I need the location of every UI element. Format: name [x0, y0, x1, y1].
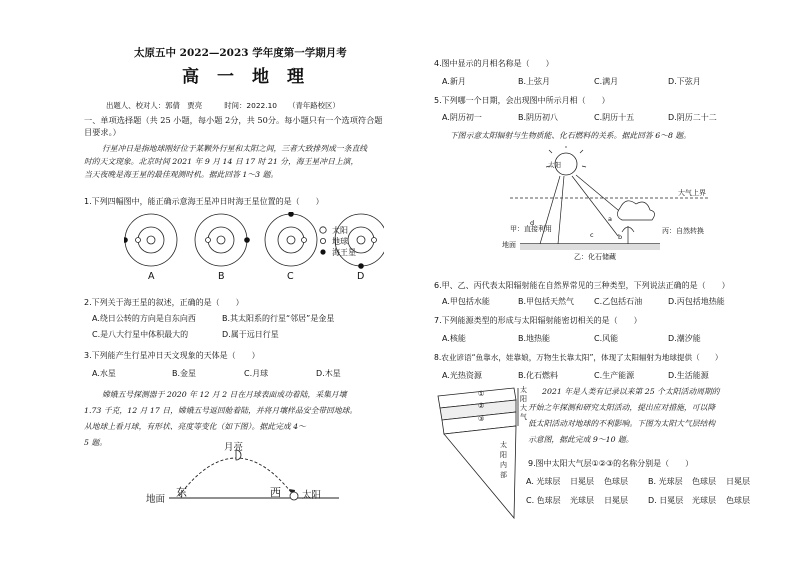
- option: C.月球: [244, 369, 269, 378]
- option: 色球层: [604, 477, 628, 486]
- option: 日冕层: [570, 477, 594, 486]
- solar-atmosphere-label: 太阳大气: [520, 386, 527, 421]
- legend-earth: 地球: [332, 237, 348, 246]
- option: C.风能: [594, 334, 619, 343]
- option: A.阴历初一: [442, 113, 482, 122]
- option: 日冕层: [726, 477, 750, 486]
- legend-icons: [318, 225, 330, 259]
- west-label: 西: [270, 486, 281, 499]
- option: C.满月: [594, 77, 619, 86]
- east-label: 东: [176, 486, 187, 499]
- option: A.新月: [442, 77, 466, 86]
- option: A.绕日公转的方向是自东向西: [92, 314, 196, 323]
- diagram-label-c: C: [287, 271, 294, 282]
- ground-label: 地面: [146, 494, 166, 505]
- exam-title: 太原五中 2022—2023 学年度第一学期月考: [134, 47, 347, 59]
- question-4: 4.图中显示的月相名称是（ ）: [434, 59, 554, 68]
- neptune-icon: [320, 249, 325, 254]
- layer-3: ③: [478, 415, 485, 423]
- intro-text: 1.73 千克，12 月 17 日，嫦娥五号返回舱着陆，并将月壤样品安全带回地球。: [84, 406, 358, 415]
- option: B. 光球层: [648, 477, 683, 486]
- intro-text: 开始之年探测和研究太阳活动，提出应对措施，可以降: [528, 403, 716, 412]
- section-heading: 一、单项选择题（共 25 小题，每小题 2分，共 50分。每小题只有一个选项符合题: [84, 115, 383, 125]
- option: 日冕层: [604, 496, 628, 505]
- option: D.木星: [316, 369, 341, 378]
- layer-2: ②: [478, 402, 485, 410]
- option: B.上弦月: [518, 77, 551, 86]
- diagram-label-b: B: [218, 271, 225, 282]
- option: 光球层: [692, 496, 716, 505]
- intro-text: 从地球上看月球，有形状、亮度等变化（如下图）。据此完成 4～: [84, 422, 306, 431]
- question-6: 6.甲、乙、丙代表太阳辐射能在自然界常见的三种类型，下列说法正确的是（ ）: [434, 281, 730, 290]
- intro-text: 嫦娥五号探测器于 2020 年 12 月 2 日在月球表面成功着陆，采集月壤: [102, 390, 347, 399]
- label-b: b: [618, 233, 623, 241]
- option: A.核能: [442, 334, 466, 343]
- option: D.生活能源: [668, 371, 709, 380]
- label-d: d: [530, 219, 535, 227]
- solar-interior-label: 太阳内部: [500, 441, 507, 479]
- bing-label: 丙：自然转换: [662, 227, 704, 235]
- intro-text: 低太阳活动对地球的不利影响。下图为太阳大气层结构: [528, 419, 716, 428]
- option: 光球层: [570, 496, 594, 505]
- orbit-diagram-b: [195, 214, 250, 266]
- intro-text: 下图示意太阳辐射与生物质能、化石燃料的关系。据此回答 6～8 题。: [450, 131, 691, 140]
- intro-text: 示意图，据此完成 9～10 题。: [528, 435, 634, 444]
- option: C. 色球层: [526, 496, 561, 505]
- atmosphere-top-label: 大气上界: [678, 189, 706, 197]
- sun-icon: [290, 492, 298, 500]
- jia-label: 甲：直接利用: [510, 225, 552, 233]
- option: B.甲包括天然气: [518, 297, 575, 306]
- question-7: 7.下列能源类型的形成与太阳辐射能密切相关的是（ ）: [434, 316, 642, 325]
- earth-icon: [320, 238, 325, 243]
- question-2: 2.下列关于海王星的叙述，正确的是（ ）: [84, 298, 244, 307]
- option: C.乙包括石油: [594, 297, 643, 306]
- energy-sun-label: 太阳: [548, 161, 561, 169]
- option: D.下弦月: [668, 77, 701, 86]
- option: B.地热能: [518, 334, 551, 343]
- intro-text: 5 题。: [84, 438, 108, 447]
- option: A. 光球层: [526, 477, 561, 486]
- question-3: 3.下列能产生行星冲日天文现象的天体是（ ）: [84, 351, 260, 360]
- sun-icon: [320, 227, 326, 233]
- label-c: c: [590, 231, 594, 239]
- option: D.潮汐能: [668, 334, 701, 343]
- option: C.是八大行星中体积最大的: [92, 330, 189, 339]
- ground-label: 地面: [502, 241, 516, 249]
- option: 色球层: [692, 477, 716, 486]
- option: A.水星: [92, 369, 116, 378]
- question-5: 5.下列哪一个日期，会出现图中所示月相（ ）: [434, 96, 610, 105]
- orbit-diagram-c: [265, 212, 317, 266]
- option: D. 日冕层: [648, 496, 684, 505]
- option: A.光热资源: [442, 371, 482, 380]
- option: B.化石燃料: [518, 371, 559, 380]
- question-1: 1.下列四幅图中，能正确示意海王星冲日时海王星位置的是（ ）: [84, 197, 324, 206]
- option: C.生产能源: [594, 371, 635, 380]
- subject-title: 高一地理: [182, 67, 322, 87]
- intro-text: 时的天文现象。北京时间 2021 年 9 月 14 日 17 时 21 分，海王星冲日上演，: [84, 157, 359, 166]
- option: A.甲包括水能: [442, 297, 490, 306]
- option: B.其太阳系的行星“邻居”是金星: [222, 314, 335, 323]
- option: D.丙包括地热能: [668, 297, 725, 306]
- exam-meta: 出题人、校对人：郭倩 贾亮 时间：2022.10 （青年路校区）: [106, 101, 340, 110]
- question-9: 9.图中太阳大气层①②③的名称分别是（ ）: [528, 459, 694, 468]
- legend-sun: 太阳: [332, 226, 348, 235]
- option: B.阴历初八: [518, 113, 559, 122]
- section-heading-2: 目要求。）: [84, 127, 121, 137]
- option: B.金星: [172, 369, 197, 378]
- legend-neptune: 海王星: [332, 248, 356, 257]
- cloud-icon: [617, 201, 654, 220]
- yi-label: 乙：化石储藏: [574, 253, 616, 261]
- intro-text: 当天夜晚是海王星的最佳观测时机。据此回答 1～3 题。: [84, 170, 279, 179]
- option: 色球层: [726, 496, 750, 505]
- diagram-label-a: A: [148, 271, 155, 282]
- sun-label: 太阳: [302, 490, 322, 501]
- moon-label: 月亮: [224, 442, 244, 453]
- label-a: a: [608, 215, 612, 223]
- option: D.属于远日行星: [222, 330, 279, 339]
- intro-text: 2021 年是人类有记录以来第 25 个太阳活动周期的: [542, 387, 720, 396]
- intro-text: 行星冲日是指地球刚好位于某颗外行星和太阳之间，三者大致排列成一条直线: [102, 144, 368, 153]
- solar-energy-figure: [510, 146, 730, 266]
- layer-1: ①: [478, 390, 485, 398]
- moon-arc-figure: [84, 440, 416, 510]
- orbit-diagram-a: [124, 214, 177, 266]
- option: C.阴历十五: [594, 113, 635, 122]
- option: D.阴历二十二: [668, 113, 717, 122]
- question-8: 8.农业谚语“鱼靠水，娃靠娘，万物生长靠太阳”，体现了太阳辐射为地球提供（ ）: [434, 353, 723, 362]
- diagram-label-d: D: [357, 271, 365, 282]
